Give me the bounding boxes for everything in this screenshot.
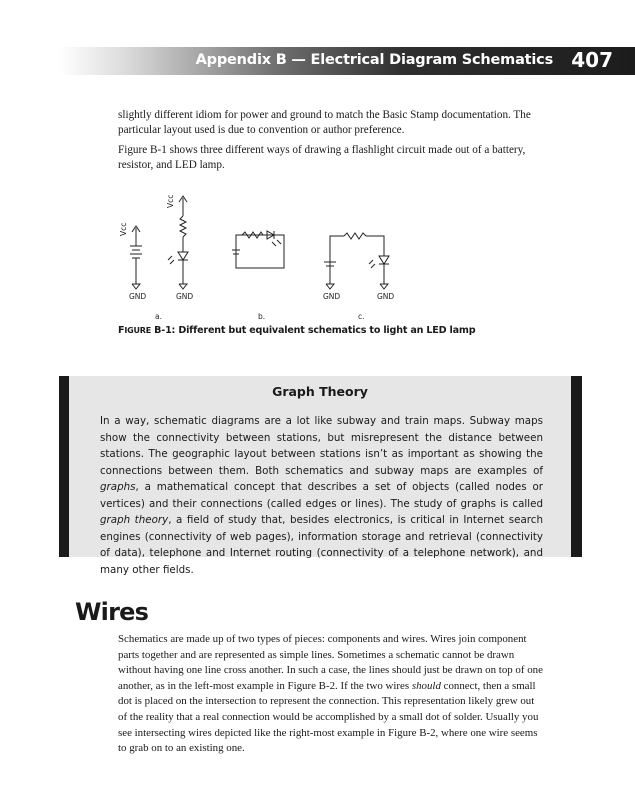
section-heading-wires: Wires xyxy=(75,598,149,626)
sidebar-paragraph: In a way, schematic diagrams are a lot like subway and train maps. Subway maps show the connectivity between stations, but misrepresent the distance between stations. The geographic layout between stations isn’t as important as showing the connections between them. Both schematics and subway maps are examples of graphs, a mathematical concept that describes a set of objects (called nodes or vertices) and their connections (called edges or lines). The study of graphs is called graph theory, a field of study that, besides electronics, is critical in Internet search engines (connectivity of web pages), information storage and retrieval (connectivity of data), telephone and Internet routing (connectivity of a telephone network), and many other fields. xyxy=(100,415,543,576)
loop-circuit-b xyxy=(236,235,284,268)
running-header xyxy=(60,47,635,75)
label-gnd: GND xyxy=(323,292,341,301)
figure-caption: FIGURE B-1: Different but equivalent schematics to light an LED lamp xyxy=(118,325,476,336)
ground-icon xyxy=(326,284,334,289)
label-vcc: Vcc xyxy=(119,222,128,236)
intro-paragraph-2: Figure B-1 shows three different ways of drawing a flashlight circuit made out of a battery, resistor, and LED lamp. xyxy=(118,144,526,171)
intro-paragraph-1: slightly different idiom for power and ground to match the Basic Stamp documentation. The particular layout used is due to convention or author preference. xyxy=(118,109,531,136)
page-number: 407 xyxy=(571,48,613,72)
ground-icon xyxy=(380,284,388,289)
sidebar-edge-left xyxy=(59,376,69,557)
sidebar-title: Graph Theory xyxy=(272,384,368,399)
wires-paragraph: Schematics are made up of two types of pieces: components and wires. Wires join component parts together and are represented as simple lines. Sometimes a schematic cannot be drawn without having one line cross another. In such a case, the lines should just be drawn on top of one another, as in the left-most example in Figure B-2. If the two wires should connect, then a small dot is placed on the intersection to represent the connection. This representation likely grew out of the reality that a real connection would be accomplished by a small dot of solder. Usually you see intersecting wires depicted like the right-most example in Figure B-2, where one wire seems to grab on to an existing one. xyxy=(118,633,543,755)
figure-b1-schematics xyxy=(112,188,432,323)
wire-c xyxy=(330,236,344,284)
label-part-b: b. xyxy=(258,312,266,321)
label-gnd: GND xyxy=(176,292,194,301)
chapter-title: Appendix B — Electrical Diagram Schematics xyxy=(195,52,553,68)
label-gnd: GND xyxy=(129,292,147,301)
led-icon xyxy=(178,252,188,260)
wire-c xyxy=(366,236,384,256)
resistor-icon xyxy=(344,233,366,239)
label-part-c: c. xyxy=(358,312,365,321)
sidebar-edge-right xyxy=(571,376,582,557)
label-gnd: GND xyxy=(377,292,395,301)
led-icon xyxy=(379,256,389,264)
ground-icon xyxy=(132,284,140,289)
ground-icon xyxy=(179,284,187,289)
resistor-icon xyxy=(180,216,186,237)
label-part-a: a. xyxy=(155,312,162,321)
label-vcc: Vcc xyxy=(166,194,175,208)
